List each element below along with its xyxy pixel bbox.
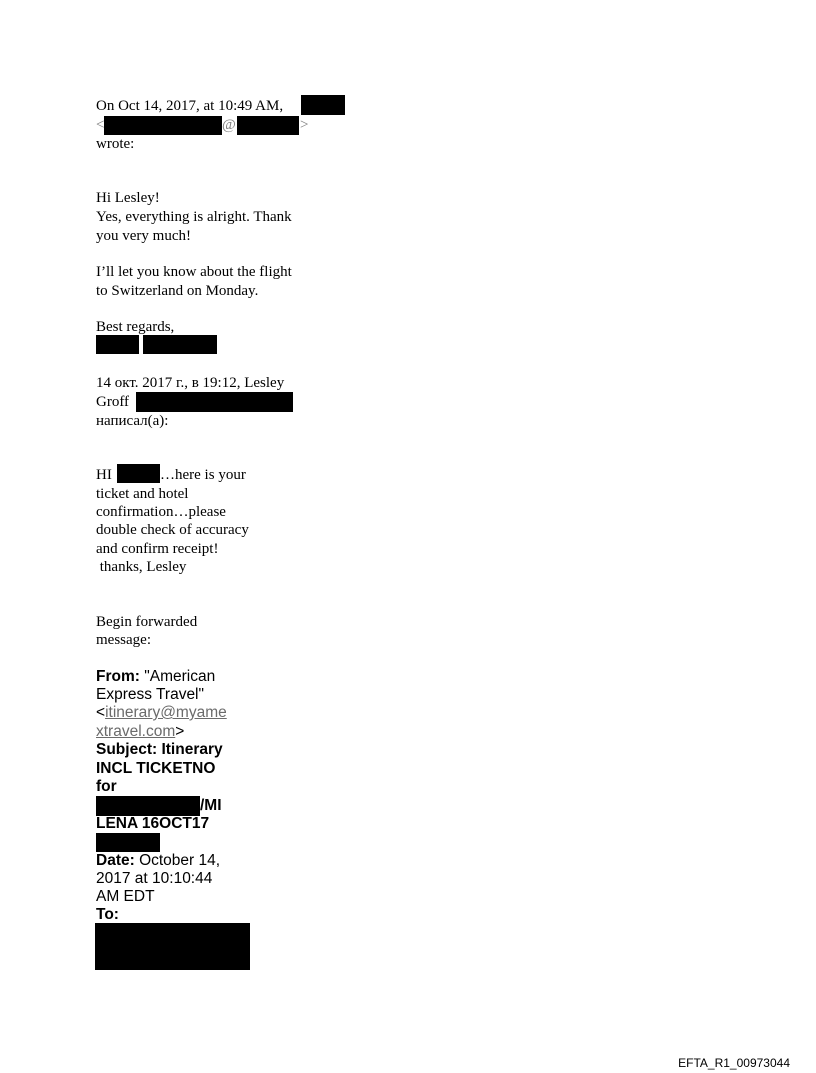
subject-line1: Subject: Itinerary xyxy=(96,741,223,758)
date-label: Date: xyxy=(96,852,135,869)
from-line3: <itinerary@myame xyxy=(96,704,227,721)
from-line1: From: "American xyxy=(96,668,216,685)
redaction-recipient-name xyxy=(117,464,160,483)
forwarded-line1: Begin forwarded xyxy=(96,614,198,630)
quote-header-line2: < xyxy=(96,117,105,133)
from-line4: xtravel.com> xyxy=(96,723,185,740)
redaction-email-domain xyxy=(237,116,299,135)
quote-header-close: > xyxy=(300,117,309,133)
document-id: EFTA_R1_00973044 xyxy=(678,1056,790,1070)
lesley-line6: thanks, Lesley xyxy=(96,559,187,575)
lesley-line3: confirmation…please xyxy=(96,504,226,520)
reply-line4: to Switzerland on Monday. xyxy=(96,283,259,299)
quote-header-wrote: wrote: xyxy=(96,136,135,152)
forwarded-line2: message: xyxy=(96,632,151,648)
quote-header-line1: On Oct 14, 2017, at 10:49 AM, xyxy=(96,98,284,114)
to-line xyxy=(96,906,119,925)
quote-header-at: @ xyxy=(222,117,236,133)
date-line2: 2017 at 10:10:44 xyxy=(96,870,213,887)
russian-header-line1: 14 окт. 2017 г., в 19:12, Lesley xyxy=(96,375,285,391)
reply-line2: you very much! xyxy=(96,228,191,244)
from-email-link-cont[interactable]: xtravel.com xyxy=(96,723,176,740)
redaction-email-user xyxy=(104,116,222,135)
lesley-line2: ticket and hotel xyxy=(96,486,189,502)
redaction-to-recipients xyxy=(95,923,250,970)
date-line1: Date: October 14, xyxy=(96,852,221,869)
redaction-sender-name xyxy=(301,95,345,115)
from-email-link[interactable]: itinerary@myame xyxy=(105,704,227,721)
reply-line1: Yes, everything is alright. Thank xyxy=(96,209,292,225)
subject-line5: LENA 16OCT17 xyxy=(96,815,210,832)
from-line2: Express Travel" xyxy=(96,686,205,703)
from-label: From: xyxy=(96,668,140,685)
redaction-groff-email xyxy=(136,392,293,412)
to-label: To: xyxy=(96,906,119,923)
date-line3: AM EDT xyxy=(96,888,155,905)
lesley-line5: and confirm receipt! xyxy=(96,541,219,557)
redaction-signature-first xyxy=(96,335,139,354)
lesley-line1-rest: …here is your xyxy=(160,467,246,483)
reply-signoff: Best regards, xyxy=(96,319,175,335)
lesley-line4: double check of accuracy xyxy=(96,522,249,538)
redaction-subject-extra xyxy=(96,833,160,852)
subject-line3: for xyxy=(96,778,117,795)
lesley-line1: HI xyxy=(96,467,112,483)
reply-line3: I’ll let you know about the flight xyxy=(96,264,292,280)
redaction-signature-last xyxy=(143,335,217,354)
russian-header-line2: Groff xyxy=(96,394,130,410)
subject-line4: /MI xyxy=(200,797,222,814)
reply-greeting: Hi Lesley! xyxy=(96,190,160,206)
subject-line2: INCL TICKETNO xyxy=(96,760,216,777)
russian-header-line3: написал(а): xyxy=(96,413,169,429)
redaction-subject-name xyxy=(96,796,200,816)
